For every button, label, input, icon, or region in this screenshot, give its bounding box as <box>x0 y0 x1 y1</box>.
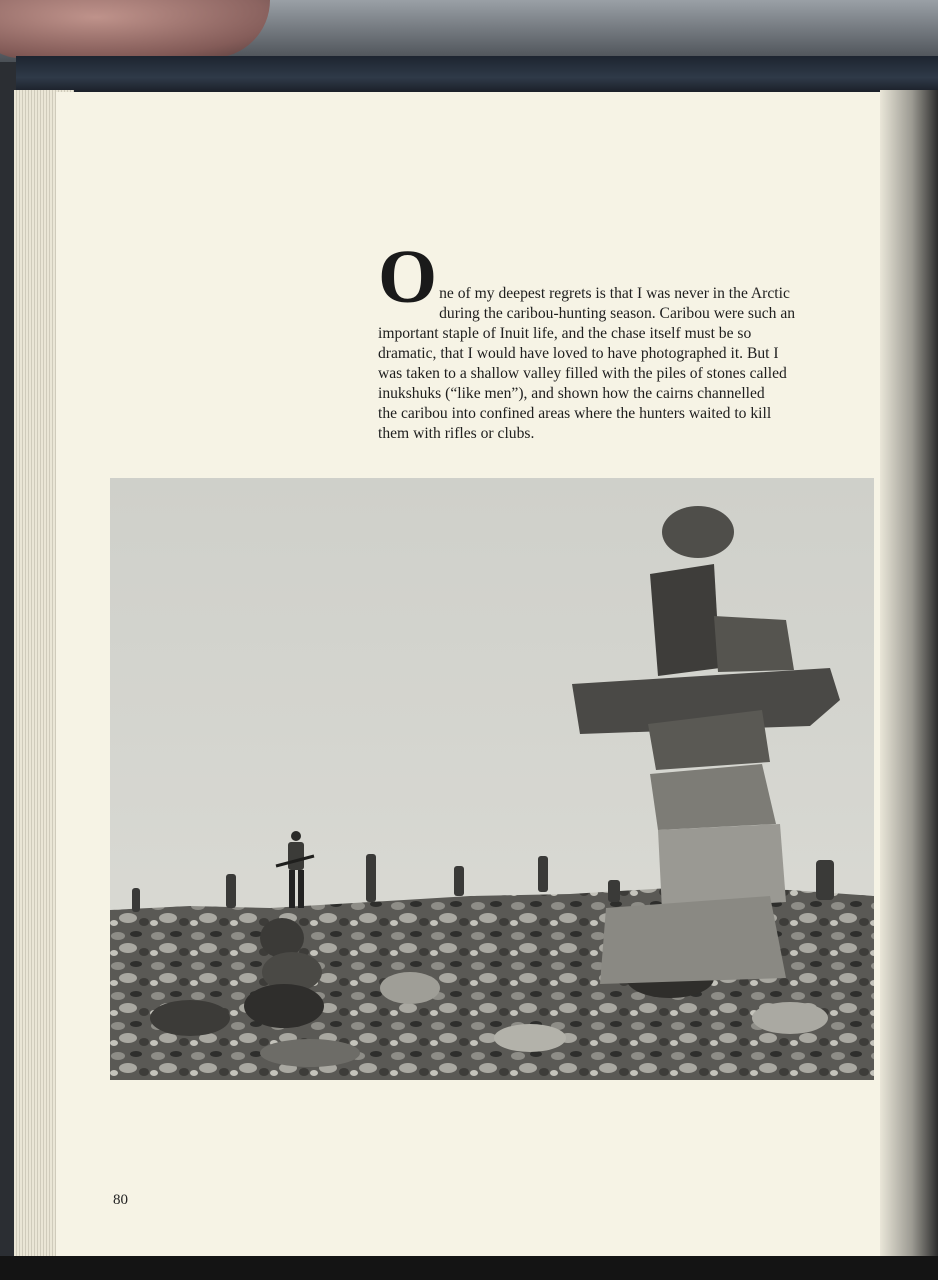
finger-thumb <box>0 0 270 58</box>
text-line-2: during the caribou-hunting season. Caribou were such an <box>439 305 796 322</box>
text-line-7: the caribou into confined areas where the hunters waited to kill <box>378 405 772 422</box>
photo-illustration <box>110 478 874 1080</box>
inukshuk-photograph <box>110 478 874 1080</box>
book-cover-edge <box>16 56 938 92</box>
text-line-4: dramatic, that I would have loved to have photographed it. But I <box>378 345 779 362</box>
text-line-5: was taken to a shallow valley filled with the piles of stones called <box>378 365 787 382</box>
text-line-6: inukshuks (“like men”), and shown how the cairns channelled <box>378 385 765 402</box>
gutter-shadow <box>880 90 938 1260</box>
text-line-3: important staple of Inuit life, and the chase itself must be so <box>378 325 752 342</box>
page-number: 80 <box>113 1192 128 1208</box>
text-line-8: them with rifles or clubs. <box>378 425 535 442</box>
text-line-1: ne of my deepest regrets is that I was never in the Arctic <box>439 285 790 302</box>
bottom-edge <box>0 1256 938 1280</box>
body-text <box>378 235 878 444</box>
drop-cap: O <box>378 235 438 319</box>
